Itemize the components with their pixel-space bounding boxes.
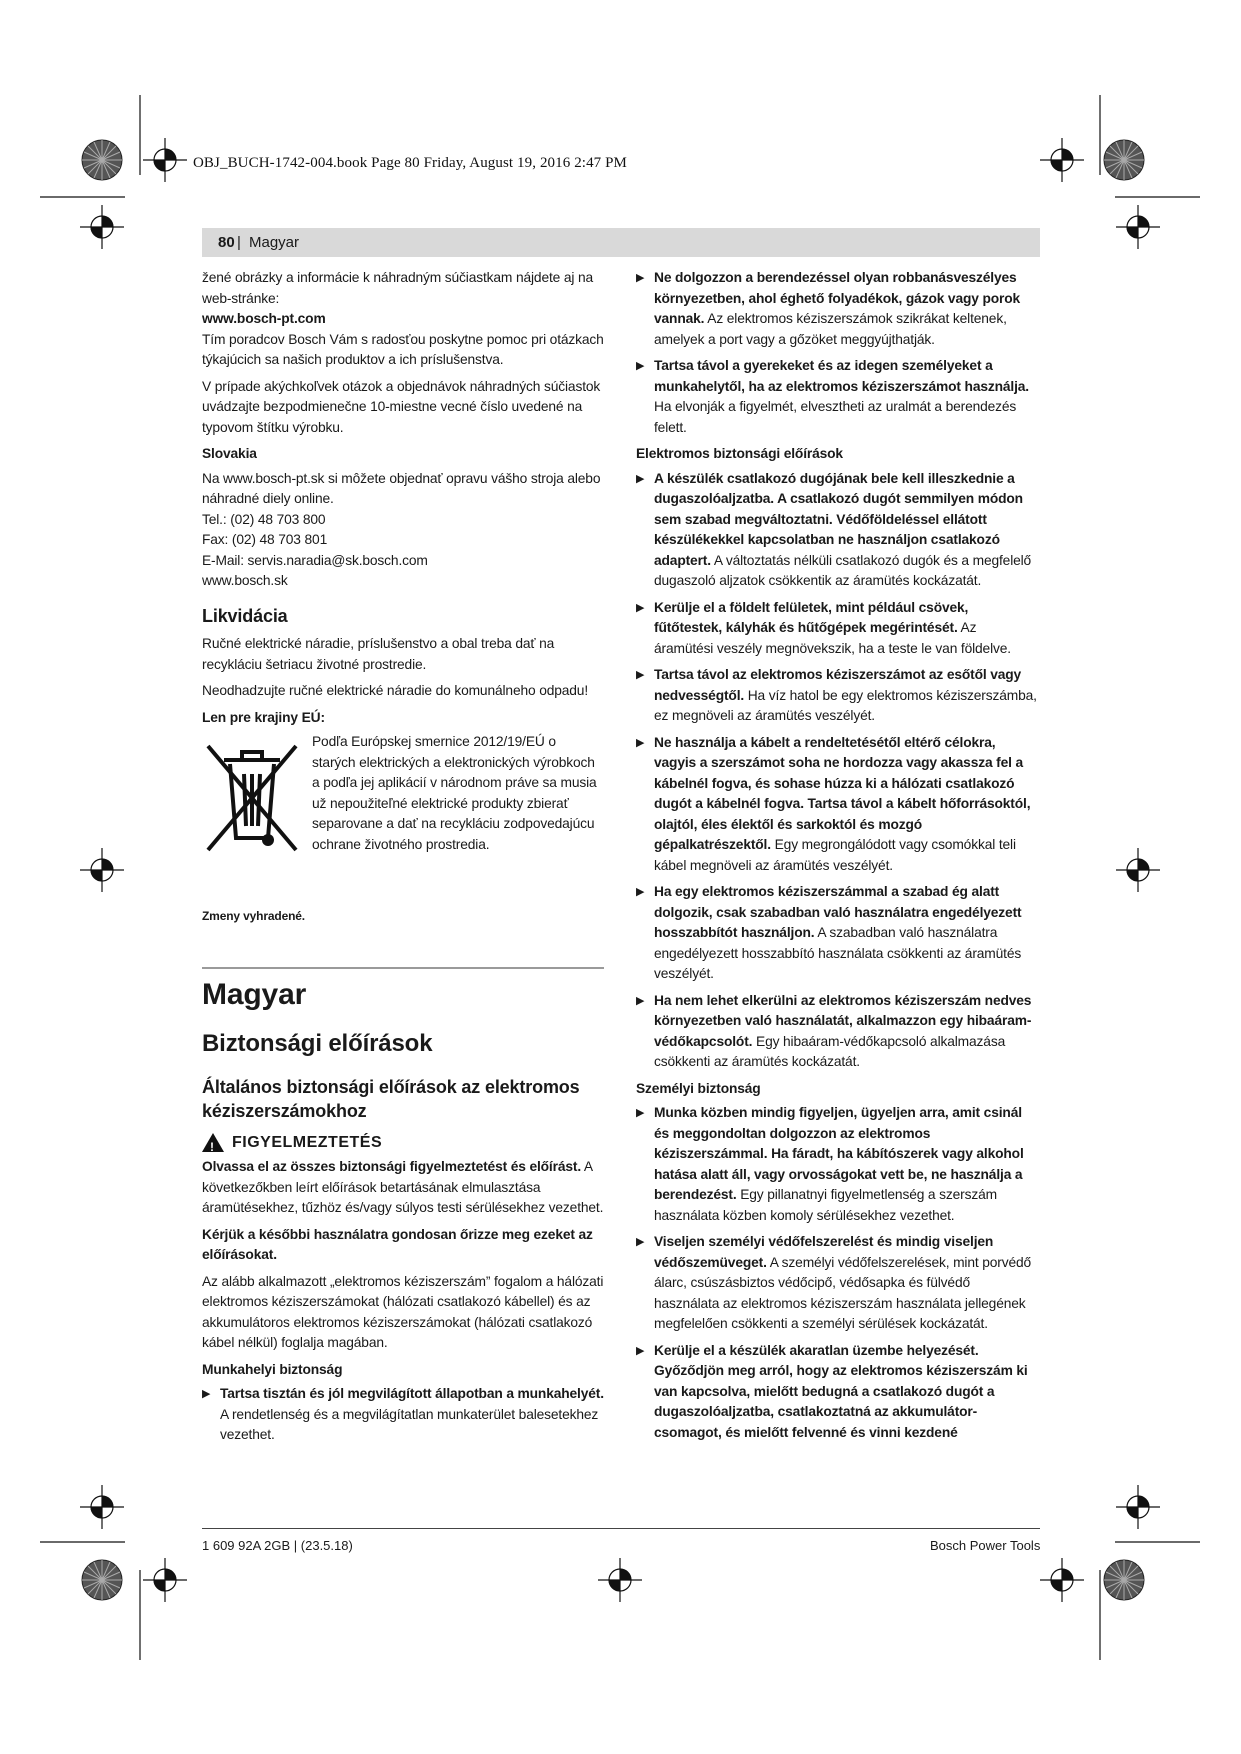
list-item (636, 469, 1038, 592)
likvidacia-text: Ručné elektrické náradie, príslušenstvo a obal treba dať na recykláciu šetriacu životné prostredie. (202, 636, 555, 672)
warning-block (202, 1131, 604, 1219)
bullet-bold: Ha egy elektromos kéziszerszámmal a szabad ég alatt dolgozik, csak szabadban való használatra engedélyezett hosszabbítót használjon. (654, 884, 1022, 940)
right-column (636, 268, 1038, 1449)
header-language: Magyar (249, 234, 300, 251)
bullet-bold: A készülék csatlakozó dugójának bele kell illeszkednie a dugaszolóaljzatba. A csatlakozó dugót semmilyen módon sem szabad megváltoztatni. Védőföldeléssel ellátott készülékekkel kapcsolatban ne használjon csatlakozó adaptert. (654, 470, 1023, 568)
list-item (636, 991, 1038, 1073)
bullet-bold: Tartsa tisztán és jól megvilágított állapotban a munkahelyét. (220, 1386, 604, 1401)
list-item (636, 1341, 1038, 1444)
bullet-bold: Kerülje el a földelt felületek, mint például csövek, fűtőtestek, kályhák és hűtőgépek megérintését. (654, 599, 969, 635)
keep-instructions: Kérjük a későbbi használatra gondosan őrizze meg ezeket az előírásokat. (202, 1226, 593, 1262)
contact-tel: Tel.: (02) 48 703 800 (202, 511, 326, 527)
warning-word: FIGYELMEZTETÉS (232, 1133, 383, 1151)
safety-title: Biztonsági előírások (202, 1029, 433, 1057)
list-item (636, 1232, 1038, 1335)
footer-brand: Bosch Power Tools (930, 1538, 1041, 1553)
likvidacia-text: Neodhadzujte ručné elektrické náradie do komunálneho odpadu! (202, 683, 589, 698)
magyar-title: Magyar (202, 977, 307, 1011)
list-item (636, 356, 1038, 438)
bullet-bold: Kerülje el a készülék akaratlan üzembe helyezését. Győződjön meg arról, hogy az elektromos kéziszerszám ki van kapcsolva, mielőtt bedugná a csatlakozó dugót a dugaszolóaljzatba, csatlakoztatná az akkumulátor-csomagot, és mielőtt felvenné és vinni kezdené (654, 1342, 1028, 1440)
bullet-bold: Ne dolgozzon a berendezéssel olyan robbanásveszélyes környezetben, ahol éghető folyadékok, gázok vagy porok vannak. (654, 270, 1021, 326)
weee-text: Podľa Európskej smernice 2012/19/EÚ o starých elektrických a elektronických výrobkoch a podľa jej aplikácií v národnom práve sa musia už nepoužiteľné elektrické produkty zbierať separovane a dať na recykláciu zodpovedajúcu ochrane životného prostredia. (312, 734, 597, 852)
general-safety-title: Általános biztonsági előírások az elektromos kéziszerszámokhoz (202, 1076, 580, 1121)
registration-mark-icon (1104, 1560, 1144, 1600)
contact-web: www.bosch.sk (202, 573, 288, 588)
left-column (202, 268, 604, 1452)
triangle-bullet-icon: ▶ (636, 472, 645, 485)
bullet-text: Egy megrongálódott vagy csomókkal teli kábel megnöveli az áramütés veszélyét. (654, 837, 1016, 873)
weee-block (202, 732, 604, 892)
intro-text: V prípade akýchkoľvek otázok a objednávok náhradných súčiastok uvádzajte bezpodmienečne 10-miestne vecné číslo uvedené na typovom štítku výrobku. (202, 378, 601, 435)
bullet-bold: Tartsa távol a gyerekeket és az idegen személyeket a munkahelytől, ha az elektromos kéziszerszámot használja. (654, 358, 1029, 394)
eu-heading: Len pre krajiny EÚ: (202, 709, 325, 725)
triangle-bullet-icon: ▶ (636, 886, 645, 898)
bullet-bold: Viseljen személyi védőfelszerelést és mindig viseljen védőszemüveget. (654, 1234, 994, 1270)
triangle-bullet-icon: ▶ (636, 994, 645, 1007)
bullet-text: Az áramütési veszély megnövekszik, ha a teste le van földelve. (654, 620, 1011, 656)
bullet-bold: Tartsa távol az elektromos kéziszerszámot az esőtől vagy nedvességtől. (654, 667, 1022, 703)
bullet-bold: Ha nem lehet elkerülni az elektromos kéziszerszám nedves környezetben való használatát, alkalmazzon egy hibaáram-védőkapcsolót. (654, 992, 1032, 1049)
footer-divider (202, 1528, 1040, 1529)
triangle-bullet-icon: ▶ (636, 272, 645, 284)
slovakia-text: Na www.bosch-pt.sk si môžete objednať opravu vášho stroja alebo náhradné diely online. (202, 470, 601, 506)
warning-triangle-icon: ! (202, 1133, 224, 1152)
print-slug: OBJ_BUCH-1742-004.book Page 80 Friday, August 19, 2016 2:47 PM (193, 155, 627, 171)
intro-text: Tím poradcov Bosch Vám s radosťou poskytne pomoc pri otázkach týkajúcich sa našich produktov a ich príslušenstva. (202, 331, 604, 367)
triangle-bullet-icon: ▶ (636, 669, 645, 681)
bullet-text: A változtatás nélküli csatlakozó dugók és a megfelelő dugaszoló aljzatok csökkentik az áramütés kockázatát. (654, 552, 1032, 588)
warning-bold: Olvassa el az összes biztonsági figyelmeztetést és előírást. (202, 1159, 582, 1174)
bullet-text: Ha víz hatol be egy elektromos kéziszerszámba, ez megnöveli az áramütés veszélyét. (654, 687, 1037, 723)
contact-fax: Fax: (02) 48 703 801 (202, 532, 328, 547)
list-item (636, 882, 1038, 985)
bullet-text: A szabadban való használatra engedélyezett hosszabbító használata csökkenti az áramütés veszélyét. (654, 925, 1022, 981)
definition-text: Az alább alkalmazott „elektromos kéziszerszám” fogalom a hálózati elektromos kéziszerszámokat (hálózati csatlakozó kábellel) és az akkumulátoros elektromos kéziszerszámokat (hálózati csatlakozó kábel nélkül) foglalja magában. (202, 1273, 604, 1350)
list-item (202, 1384, 604, 1446)
registration-mark-icon (82, 1560, 122, 1600)
list-item (636, 733, 1038, 877)
bullet-bold: Ne használja a kábelt a rendeltetésétől eltérő célokra, vagyis a szerszámot soha ne hordozza vagy akassza fel a kábelnél fogva, és sohase húzza ki a hálózati csatlakozó dugót a kábelnél fogva. Tartsa távol a kábelt hőforrásoktól, olajtól, éles élektől és sarkoktól és mozgó gépalkatrészektől. (654, 734, 1031, 852)
triangle-bullet-icon: ▶ (636, 1236, 645, 1248)
triangle-bullet-icon: ▶ (636, 1344, 645, 1357)
list-item (636, 598, 1038, 660)
changes-note: Zmeny vyhradené. (202, 909, 305, 923)
bullet-text: Ha elvonják a figyelmét, elvesztheti az uralmát a berendezés felett. (654, 399, 1017, 435)
page-number: 80 (218, 234, 235, 251)
bullet-text: Az elektromos kéziszerszámok szikrákat keltenek, amelyek a port vagy a gőzöket meggyújthatják. (654, 311, 1007, 347)
personal-heading: Személyi biztonság (636, 1080, 761, 1096)
triangle-bullet-icon: ▶ (202, 1388, 211, 1400)
list-item (636, 665, 1038, 727)
electrical-heading: Elektromos biztonsági előírások (636, 446, 843, 461)
triangle-bullet-icon: ▶ (636, 1107, 645, 1119)
header-separator: | (237, 234, 241, 251)
likvidacia-heading: Likvidácia (202, 605, 288, 626)
bullet-text: A személyi védőfelszerelések, mint porvédő álarc, csúszásbiztos védőcipő, védősapka és fülvédő használata az elektromos kéziszerszám használata jellegének megfelelően csökkenti a személyi sérülések kockázatát. (654, 1254, 1032, 1331)
bosch-url: www.bosch-pt.com (202, 311, 326, 326)
triangle-bullet-icon: ▶ (636, 360, 645, 372)
section-divider (202, 967, 604, 969)
intro-text: žené obrázky a informácie k náhradným súčiastkam nájdete aj na web-stránke: (202, 270, 594, 306)
bullet-bold: Munka közben mindig figyeljen, ügyeljen arra, amit csinál és meggondoltan dolgozzon az elektromos kéziszerszámmal. Ha fáradt, ha kábítószerek vagy alkohol hatása alatt áll, vagy orvosságokat vett be, ne használja a berendezést. (654, 1105, 1024, 1202)
footer-code: 1 609 92A 2GB | (23.5.18) (202, 1538, 353, 1553)
list-item (636, 268, 1038, 350)
triangle-bullet-icon: ▶ (636, 601, 645, 614)
contact-email: E-Mail: servis.naradia@sk.bosch.com (202, 552, 428, 568)
bullet-text: A rendetlenség és a megvilágítatlan munkaterület balesetekhez vezethet. (220, 1406, 599, 1442)
list-item (636, 1103, 1038, 1226)
slovakia-heading: Slovakia (202, 446, 257, 461)
page-header (202, 228, 1040, 257)
triangle-bullet-icon: ▶ (636, 736, 645, 749)
bullet-text: Egy pillanatnyi figyelmetlenség a szerszám használata közben komoly sérülésekhez vezethet. (654, 1187, 997, 1223)
bullet-text: Egy hibaáram-védőkapcsoló alkalmazása csökkenti az áramütés kockázatát. (654, 1033, 1006, 1069)
workplace-heading: Munkahelyi biztonság (202, 1361, 343, 1377)
registration-mark-icon (82, 140, 122, 180)
registration-mark-icon (1104, 140, 1144, 180)
warning-text: A következőkben leírt előírások betartásának elmulasztása áramütésekhez, tűzhöz és/vagy súlyos testi sérülésekhez vezethet. (202, 1159, 604, 1215)
crossed-out-bin-icon (202, 734, 302, 862)
